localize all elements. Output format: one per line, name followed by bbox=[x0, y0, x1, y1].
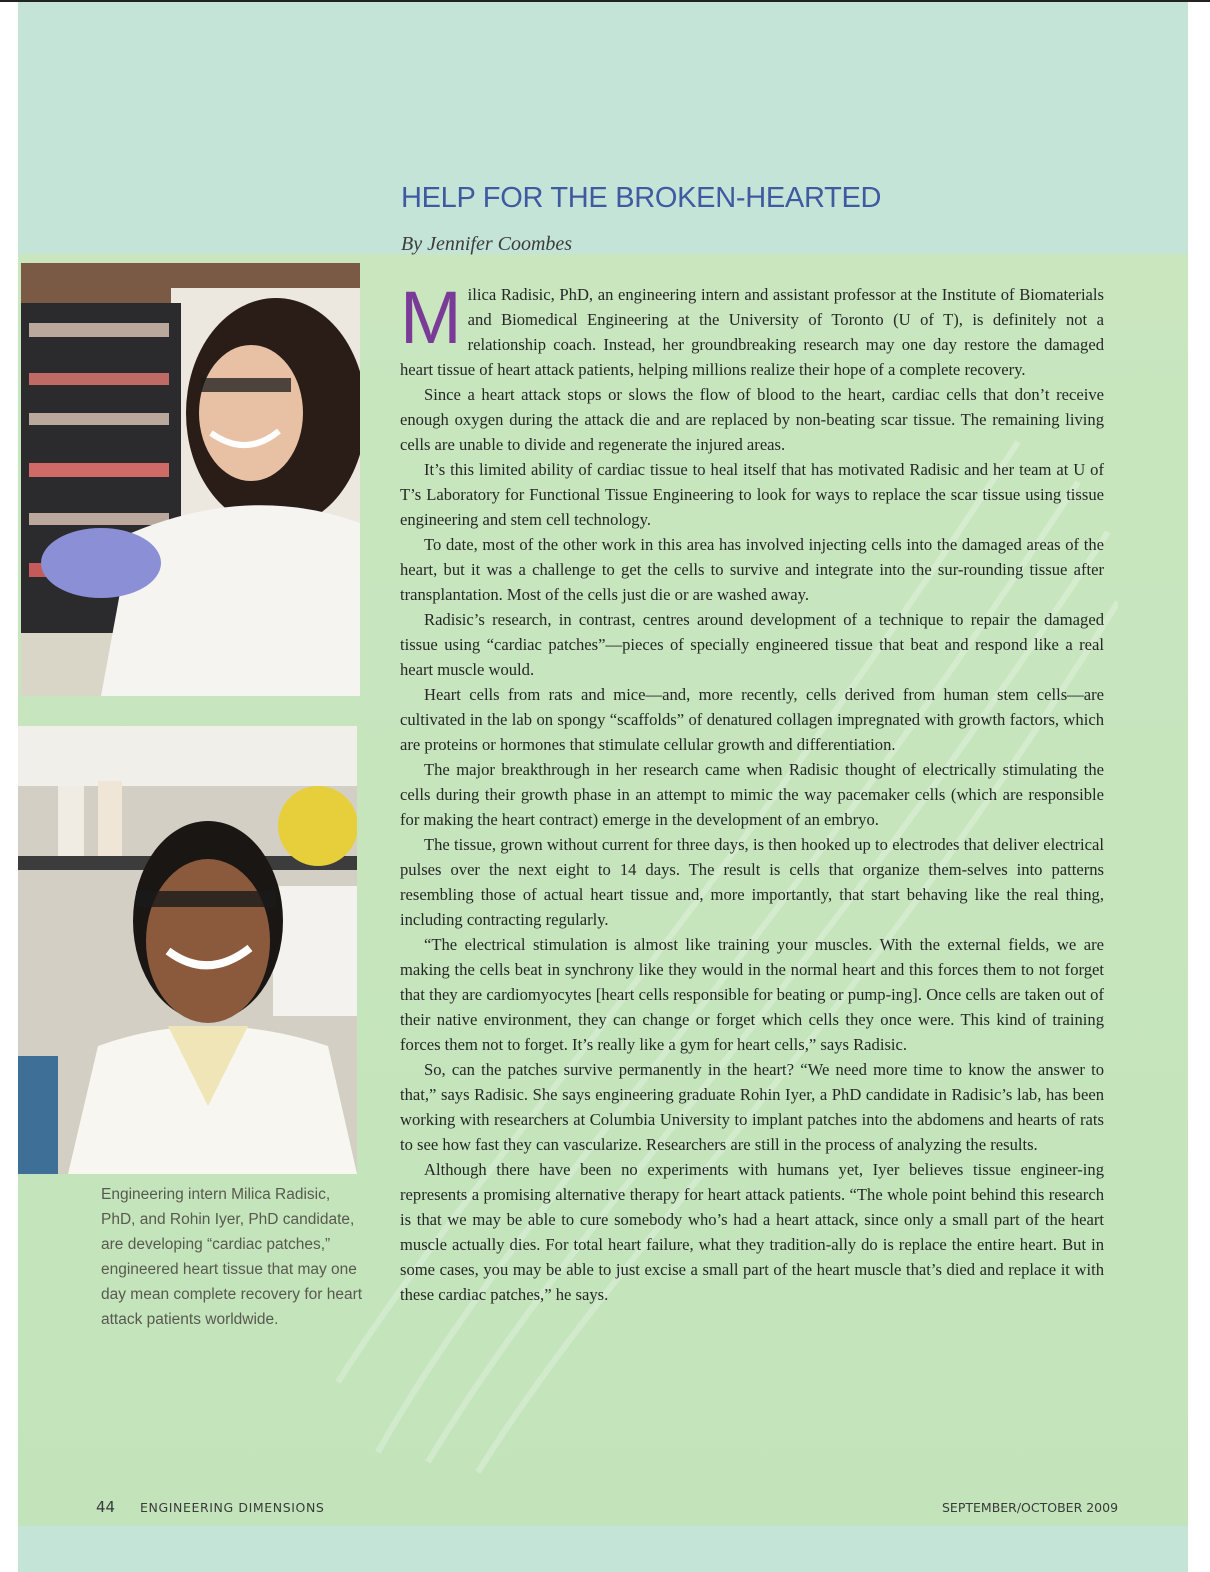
article-byline: By Jennifer Coombes bbox=[401, 233, 573, 255]
magazine-page bbox=[18, 2, 1188, 1572]
body-paragraph: It’s this limited ability of cardiac tissue to heal itself that has motivated Radisic and her team at U of T’s Laboratory for Functional Tissue Engineering to look for ways to replace the scar tissue using tissue engineering and stem cell technology. bbox=[400, 460, 1104, 529]
first-paragraph-text: ilica Radisic, PhD, an engineering intern and assistant professor at the Institute of Biomaterials and Biomedical Engineering at the University of Toronto (U of T), is definitely not a relationship coach. Instead, her groundbreaking research may one day restore the damaged heart tissue of heart attack patients, helping millions realize their hope of a complete recovery. bbox=[400, 285, 1104, 379]
photo-rohin-iyer bbox=[18, 726, 357, 1174]
drop-cap: M bbox=[400, 276, 462, 359]
body-paragraph: “The electrical stimulation is almost like training your muscles. With the external fields, we are making the cells beat in synchrony like they would in the normal heart and this forces them to not forget that they are cardiomyocytes [heart cells responsible for beating or pump-ing]. Once cells are taken out of their native environment, they can change or forget which cells they once were. This kind of training forces them not to forget. It’s really like a gym for heart cells,” says Radisic. bbox=[400, 935, 1104, 1054]
first-paragraph bbox=[400, 276, 1104, 382]
article-body bbox=[400, 276, 1104, 1307]
page-number: 44 bbox=[96, 1498, 116, 1516]
body-paragraph: The major breakthrough in her research came when Radisic thought of electrically stimulating the cells during their growth phase in an attempt to mimic the way pacemaker cells (which are responsible for making the heart contract) emerge in the development of an embryo. bbox=[400, 760, 1104, 829]
body-paragraph: Since a heart attack stops or slows the flow of blood to the heart, cardiac cells that don’t receive enough oxygen during the attack die and are replaced by non-beating scar tissue. The remaining living cells are unable to divide and regenerate the injured areas. bbox=[400, 385, 1104, 454]
issue-date: SEPTEMBER/OCTOBER 2009 bbox=[942, 1500, 1119, 1515]
body-paragraph: Although there have been no experiments with humans yet, Iyer believes tissue engineer-ing represents a promising alternative therapy for heart attack patients. “The whole point behind this research is that we may be able to cure somebody who’s had a heart attack, since only a small part of the heart muscle actually dies. For total heart failure, what they tradition-ally do is replace the entire heart. But in some cases, you may be able to just excise a small part of the heart muscle that’s died and replace it with these cardiac patches,” he says. bbox=[400, 1160, 1104, 1304]
body-paragraph: So, can the patches survive permanently in the heart? “We need more time to know the answer to that,” says Radisic. She says engineering graduate Rohin Iyer, a PhD candidate in Radisic’s lab, has been working with researchers at Columbia University to implant patches into the abdomens and hearts of rats to see how fast they can vascularize. Researchers are still in the process of analyzing the results. bbox=[400, 1060, 1104, 1154]
photo-caption: Engineering intern Milica Radisic, PhD, and Rohin Iyer, PhD candidate, are developing “cardiac patches,” engineered heart tissue that may one day mean complete recovery for heart attack patients worldwide. bbox=[101, 1186, 363, 1328]
article-title: HELP FOR THE BROKEN-HEARTED bbox=[401, 182, 882, 214]
magazine-name: ENGINEERING DIMENSIONS bbox=[140, 1500, 325, 1515]
photo-milica-radisic bbox=[21, 263, 360, 696]
body-paragraph: To date, most of the other work in this area has involved injecting cells into the damaged areas of the heart, but it was a challenge to get the cells to survive and integrate into the sur-rounding tissue after transplantation. Most of the cells just die or are washed away. bbox=[400, 535, 1104, 604]
body-paragraph: Radisic’s research, in contrast, centres around development of a technique to repair the damaged tissue using “cardiac patches”—pieces of specially engineered tissue that beat and respond like a real heart muscle would. bbox=[400, 610, 1104, 679]
body-paragraph: Heart cells from rats and mice—and, more recently, cells derived from human stem cells—are cultivated in the lab on spongy “scaffolds” of denatured collagen impregnated with growth factors, which are proteins or hormones that stimulate cellular growth and differentiation. bbox=[400, 685, 1104, 754]
body-paragraph: The tissue, grown without current for three days, is then hooked up to electrodes that deliver electrical pulses over the next eight to 14 days. The result is cells that organize them-selves into patterns resembling those of actual heart tissue and, more importantly, that start behaving like the real thing, including contracting regularly. bbox=[400, 835, 1104, 929]
